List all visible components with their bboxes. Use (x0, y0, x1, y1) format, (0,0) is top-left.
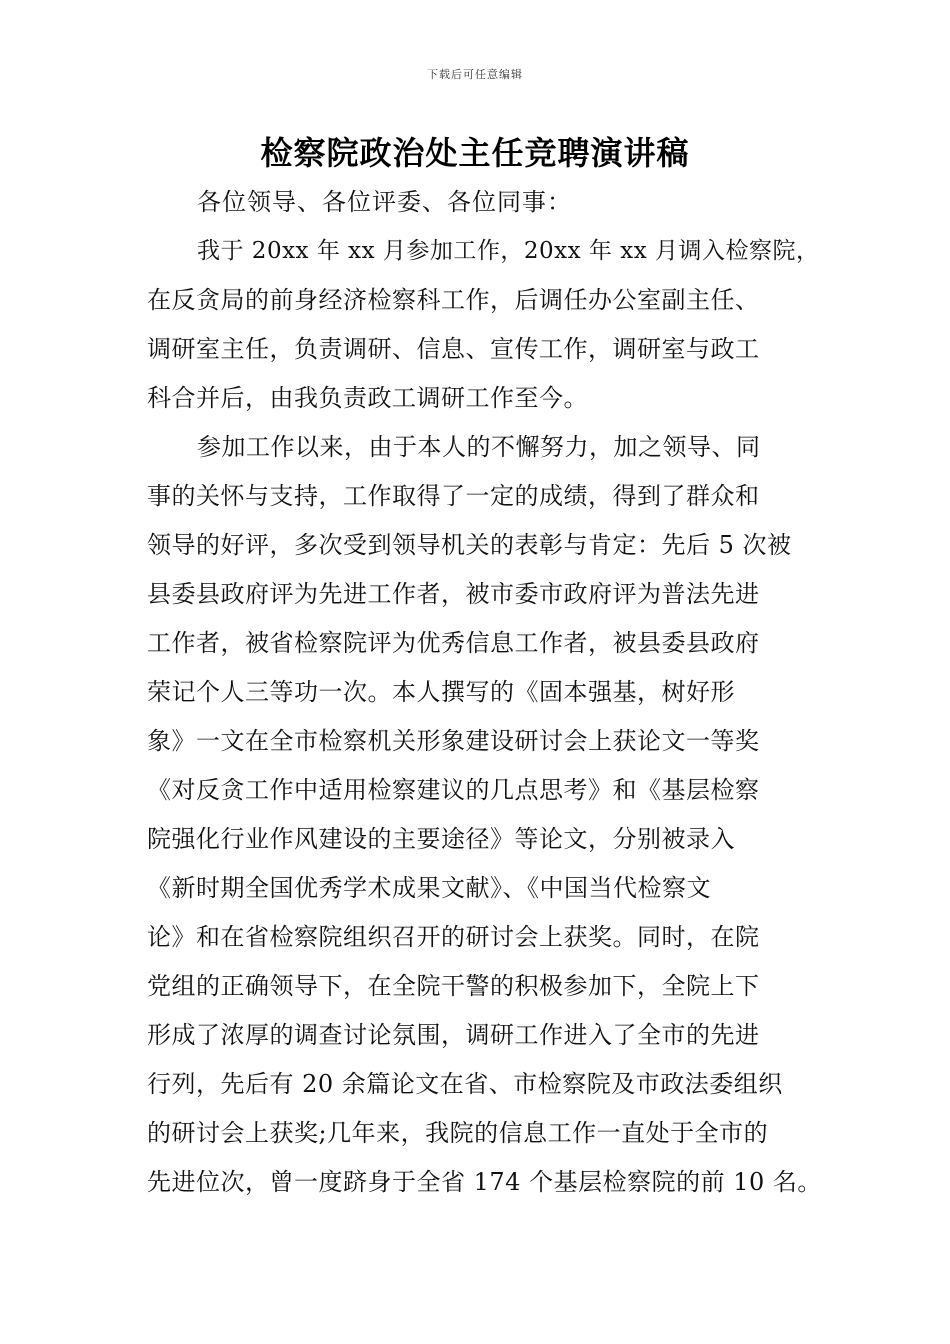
paragraph-line: 行列，先后有 20 余篇论文在省、市检察院及市政法委组织 (147, 1070, 783, 1098)
paragraph-line: 参加工作以来，由于本人的不懈努力，加之领导、同 (197, 433, 761, 461)
paragraph-line: 调研室主任，负责调研、信息、宣传工作，调研室与政工 (147, 335, 760, 363)
paragraph-line: 领导的好评，多次受到领导机关的表彰与肯定：先后 5 次被 (147, 531, 792, 559)
paragraph-line: 荣记个人三等功一次。本人撰写的《固本强基，树好形 (147, 678, 735, 706)
paragraph-line: 论》和在省检察院组织召开的研讨会上获奖。同时，在院 (147, 923, 760, 951)
header-note: 下载后可任意编辑 (427, 68, 523, 81)
paragraph-line: 在反贪局的前身经济检察科工作，后调任办公室副主任、 (147, 286, 760, 314)
document-title: 检察院政治处主任竞聘演讲稿 (260, 134, 690, 172)
paragraph-line: 县委县政府评为先进工作者，被市委市政府评为普法先进 (147, 580, 760, 608)
paragraph-line: 科合并后，由我负责政工调研工作至今。 (147, 384, 588, 412)
paragraph-line: 形成了浓厚的调查讨论氛围，调研工作进入了全市的先进 (147, 1021, 760, 1049)
paragraph-line: 工作者，被省检察院评为优秀信息工作者，被县委县政府 (147, 629, 760, 657)
paragraph-line: 的研讨会上获奖;几年来，我院的信息工作一直处于全市的 (147, 1119, 769, 1147)
paragraph-line: 《对反贪工作中适用检察建议的几点思考》和《基层检察 (147, 776, 760, 804)
salutation-line: 各位领导、各位评委、各位同事： (197, 188, 572, 216)
paragraph-line: 象》一文在全市检察机关形象建设研讨会上获论文一等奖 (147, 727, 760, 755)
document-body (147, 178, 831, 1207)
paragraph-line: 我于 20xx 年 xx 月参加工作，20xx 年 xx 月调入检察院， (197, 238, 820, 264)
paragraph-line: 党组的正确领导下，在全院干警的积极参加下，全院上下 (147, 972, 760, 1000)
paragraph-line: 院强化行业作风建设的主要途径》等论文，分别被录入 (147, 825, 735, 853)
paragraph-line: 《新时期全国优秀学术成果文献》、《中国当代检察文 (147, 874, 711, 902)
paragraph-line: 事的关怀与支持，工作取得了一定的成绩，得到了群众和 (147, 482, 760, 510)
paragraph-line: 先进位次，曾一度跻身于全省 174 个基层检察院的前 10 名。 (147, 1168, 822, 1196)
